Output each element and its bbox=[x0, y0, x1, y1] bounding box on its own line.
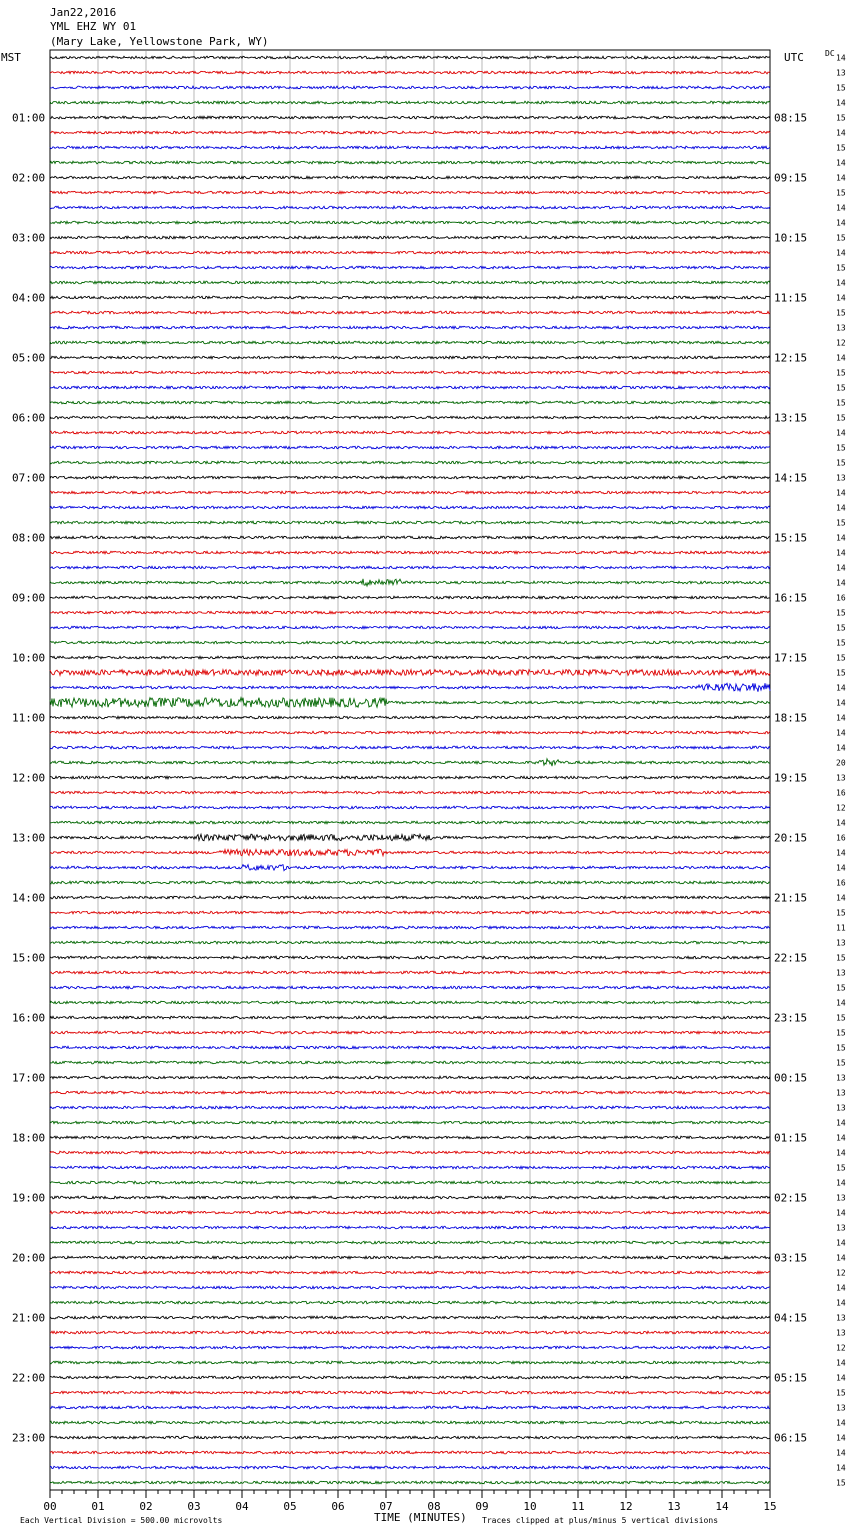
trace-row-65 bbox=[50, 1031, 770, 1034]
dc-offset-value: 15 bbox=[836, 1163, 846, 1173]
dc-offset-value: 14 bbox=[836, 278, 846, 288]
dc-offset-value: 15 bbox=[836, 443, 846, 453]
mst-hour-label: 03:00 bbox=[12, 231, 46, 245]
trace-row-56 bbox=[50, 896, 770, 899]
trace-row-78 bbox=[50, 1226, 770, 1229]
trace-row-37 bbox=[50, 611, 770, 614]
dc-offset-value: 14 bbox=[836, 248, 846, 258]
trace-row-12 bbox=[50, 236, 770, 239]
dc-offset-value: 14 bbox=[836, 1118, 846, 1128]
x-tick-label: 15 bbox=[763, 1500, 777, 1513]
trace-row-44 bbox=[50, 716, 770, 719]
dc-offset-value: 14 bbox=[836, 218, 846, 228]
trace-row-51 bbox=[50, 821, 770, 824]
dc-offset-value: 13 bbox=[836, 1103, 846, 1113]
trace-row-75 bbox=[50, 1181, 770, 1184]
trace-row-36 bbox=[50, 596, 770, 599]
dc-offset-value: 15 bbox=[836, 1058, 846, 1068]
trace-row-61 bbox=[50, 971, 770, 974]
dc-offset-value: 14 bbox=[836, 1178, 846, 1188]
utc-hour-label: 03:15 bbox=[774, 1251, 808, 1265]
dc-offset-value: 14 bbox=[836, 548, 846, 558]
dc-offset-value: 14 bbox=[836, 53, 846, 63]
trace-row-40 bbox=[50, 656, 770, 659]
utc-hour-label: 01:15 bbox=[774, 1131, 808, 1145]
trace-row-13 bbox=[50, 251, 770, 254]
trace-row-48 bbox=[50, 776, 770, 779]
mst-hour-label: 18:00 bbox=[12, 1131, 46, 1145]
trace-row-3 bbox=[50, 101, 770, 104]
trace-row-71 bbox=[50, 1121, 770, 1124]
dc-offset-value: 13 bbox=[836, 968, 846, 978]
trace-row-66 bbox=[50, 1046, 770, 1049]
mst-hour-label: 19:00 bbox=[12, 1191, 46, 1205]
dc-offset-value: 14 bbox=[836, 863, 846, 873]
dc-offset-value: 15 bbox=[836, 1013, 846, 1023]
dc-offset-value: 14 bbox=[836, 1253, 846, 1263]
trace-row-16 bbox=[50, 296, 770, 299]
trace-row-23 bbox=[50, 401, 770, 404]
trace-row-77 bbox=[50, 1211, 770, 1214]
x-tick-label: 00 bbox=[43, 1500, 57, 1513]
dc-offset-value: 13 bbox=[836, 773, 846, 783]
dc-offset-value: 15 bbox=[836, 608, 846, 618]
left-timezone-label: MST bbox=[1, 51, 21, 64]
x-tick-label: 08 bbox=[427, 1500, 441, 1513]
dc-offset-value: 15 bbox=[836, 188, 846, 198]
mst-hour-label: 11:00 bbox=[12, 711, 46, 725]
trace-row-54 bbox=[50, 865, 770, 871]
utc-hour-label: 23:15 bbox=[774, 1011, 808, 1025]
trace-row-64 bbox=[50, 1016, 770, 1019]
mst-hour-label: 04:00 bbox=[12, 291, 46, 305]
dc-offset-value: 15 bbox=[836, 653, 846, 663]
dc-offset-value: 13 bbox=[836, 473, 846, 483]
dc-offset-value: 15 bbox=[836, 1043, 846, 1053]
dc-offset-value: 14 bbox=[836, 578, 846, 588]
dc-offset-value: 15 bbox=[836, 113, 846, 123]
trace-row-73 bbox=[50, 1151, 770, 1154]
trace-row-27 bbox=[50, 461, 770, 464]
trace-row-1 bbox=[50, 71, 770, 74]
x-tick-label: 01 bbox=[91, 1500, 105, 1513]
trace-row-59 bbox=[50, 941, 770, 944]
utc-hour-label: 22:15 bbox=[774, 951, 808, 965]
mst-hour-label: 12:00 bbox=[12, 771, 46, 785]
utc-hour-label: 09:15 bbox=[774, 171, 808, 185]
trace-row-14 bbox=[50, 266, 770, 269]
utc-hour-label: 06:15 bbox=[774, 1431, 808, 1445]
seismic-traces bbox=[50, 56, 770, 1484]
dc-offset-value: 14 bbox=[836, 1208, 846, 1218]
trace-row-43 bbox=[50, 698, 770, 708]
trace-row-81 bbox=[50, 1271, 770, 1274]
trace-row-35 bbox=[50, 579, 770, 586]
dc-offset-value: 15 bbox=[836, 83, 846, 93]
trace-row-57 bbox=[50, 911, 770, 914]
mst-hour-label: 08:00 bbox=[12, 531, 46, 545]
dc-offset-value: 14 bbox=[836, 98, 846, 108]
trace-row-67 bbox=[50, 1061, 770, 1064]
chart-location: (Mary Lake, Yellowstone Park, WY) bbox=[50, 35, 269, 48]
trace-row-80 bbox=[50, 1256, 770, 1259]
trace-row-82 bbox=[50, 1286, 770, 1289]
dc-offset-value: 14 bbox=[836, 533, 846, 543]
x-tick-label: 04 bbox=[235, 1500, 249, 1513]
utc-hour-label: 08:15 bbox=[774, 111, 808, 125]
mst-hour-label: 09:00 bbox=[12, 591, 46, 605]
trace-row-72 bbox=[50, 1136, 770, 1139]
dc-offset-value: 15 bbox=[836, 908, 846, 918]
utc-hour-label: 00:15 bbox=[774, 1071, 808, 1085]
trace-row-17 bbox=[50, 311, 770, 314]
dc-offset-value: 13 bbox=[836, 1403, 846, 1413]
dc-offset-value: 14 bbox=[836, 743, 846, 753]
utc-hour-labels bbox=[774, 112, 807, 1445]
dc-offset-value: 16 bbox=[836, 593, 846, 603]
utc-hour-label: 17:15 bbox=[774, 651, 808, 665]
trace-row-62 bbox=[50, 986, 770, 989]
trace-row-49 bbox=[50, 791, 770, 794]
dc-offset-value: 14 bbox=[836, 1433, 846, 1443]
trace-row-15 bbox=[50, 281, 770, 284]
plot-frame bbox=[50, 50, 770, 1490]
trace-row-52 bbox=[50, 834, 770, 841]
dc-offset-value: 14 bbox=[836, 1238, 846, 1248]
dc-offset-value: 13 bbox=[836, 1193, 846, 1203]
utc-hour-label: 16:15 bbox=[774, 591, 808, 605]
trace-row-25 bbox=[50, 431, 770, 434]
mst-hour-label: 17:00 bbox=[12, 1071, 46, 1085]
chart-date: Jan22,2016 bbox=[50, 6, 117, 19]
mst-hour-label: 15:00 bbox=[12, 951, 46, 965]
right-timezone-label: UTC bbox=[784, 51, 804, 64]
dc-offset-value: 15 bbox=[836, 413, 846, 423]
mst-hour-label: 02:00 bbox=[12, 171, 46, 185]
trace-row-10 bbox=[50, 206, 770, 209]
dc-offset-value: 14 bbox=[836, 728, 846, 738]
trace-row-84 bbox=[50, 1316, 770, 1319]
mst-hour-label: 21:00 bbox=[12, 1311, 46, 1325]
x-tick-label: 12 bbox=[619, 1500, 633, 1513]
dc-offset-value: 15 bbox=[836, 1388, 846, 1398]
dc-offset-value: 14 bbox=[836, 713, 846, 723]
dc-offset-value: 13 bbox=[836, 1088, 846, 1098]
dc-offset-value: 14 bbox=[836, 893, 846, 903]
trace-row-20 bbox=[50, 356, 770, 359]
dc-offset-value: 13 bbox=[836, 1328, 846, 1338]
clip-note: Traces clipped at plus/minus 5 vertical divisions bbox=[482, 1516, 719, 1525]
trace-row-95 bbox=[50, 1481, 770, 1484]
x-tick-label: 11 bbox=[571, 1500, 585, 1513]
mst-hour-label: 07:00 bbox=[12, 471, 46, 485]
dc-offset-value: 15 bbox=[836, 458, 846, 468]
dc-offset-value: 14 bbox=[836, 1298, 846, 1308]
trace-row-74 bbox=[50, 1166, 770, 1169]
scale-note: Each Vertical Division = 500.00 microvolts bbox=[20, 1516, 223, 1525]
dc-offset-value: 14 bbox=[836, 173, 846, 183]
dc-offset-value: 14 bbox=[836, 698, 846, 708]
trace-row-93 bbox=[50, 1451, 770, 1454]
trace-row-28 bbox=[50, 476, 770, 479]
minute-gridlines bbox=[98, 50, 722, 1490]
trace-row-90 bbox=[50, 1406, 770, 1409]
dc-offset-value: 14 bbox=[836, 818, 846, 828]
utc-hour-label: 19:15 bbox=[774, 771, 808, 785]
trace-row-89 bbox=[50, 1391, 770, 1394]
dc-offset-value: 15 bbox=[836, 623, 846, 633]
dc-offset-value: 12 bbox=[836, 803, 846, 813]
dc-offset-value: 16 bbox=[836, 788, 846, 798]
trace-row-86 bbox=[50, 1346, 770, 1349]
trace-row-42 bbox=[50, 683, 770, 692]
trace-row-31 bbox=[50, 521, 770, 524]
trace-row-83 bbox=[50, 1301, 770, 1304]
dc-offset-value: 15 bbox=[836, 983, 846, 993]
trace-row-34 bbox=[50, 566, 770, 569]
utc-hour-label: 10:15 bbox=[774, 231, 808, 245]
mst-hour-label: 06:00 bbox=[12, 411, 46, 425]
x-axis bbox=[43, 1490, 776, 1513]
dc-offset-value: 12 bbox=[836, 338, 846, 348]
x-tick-label: 14 bbox=[715, 1500, 729, 1513]
dc-offset-value: 14 bbox=[836, 1418, 846, 1428]
mst-hour-label: 22:00 bbox=[12, 1371, 46, 1385]
dc-offset-value: 15 bbox=[836, 518, 846, 528]
dc-offset-value: 15 bbox=[836, 143, 846, 153]
trace-row-19 bbox=[50, 341, 770, 344]
trace-row-63 bbox=[50, 1001, 770, 1004]
dc-offset-value: 14 bbox=[836, 1283, 846, 1293]
dc-offset-value: 16 bbox=[836, 878, 846, 888]
utc-hour-label: 04:15 bbox=[774, 1311, 808, 1325]
trace-row-45 bbox=[50, 731, 770, 734]
dc-label: DC bbox=[825, 49, 835, 58]
mst-hour-label: 23:00 bbox=[12, 1431, 46, 1445]
dc-offset-value: 14 bbox=[836, 563, 846, 573]
dc-offset-value: 15 bbox=[836, 308, 846, 318]
trace-row-22 bbox=[50, 386, 770, 389]
trace-row-88 bbox=[50, 1376, 770, 1379]
trace-row-92 bbox=[50, 1436, 770, 1439]
utc-hour-label: 15:15 bbox=[774, 531, 808, 545]
dc-offset-value: 13 bbox=[836, 323, 846, 333]
utc-hour-label: 05:15 bbox=[774, 1371, 808, 1385]
dc-offset-value: 15 bbox=[836, 953, 846, 963]
trace-row-46 bbox=[50, 746, 770, 749]
dc-offset-value: 13 bbox=[836, 1313, 846, 1323]
trace-row-30 bbox=[50, 506, 770, 509]
dc-offset-value: 15 bbox=[836, 638, 846, 648]
dc-offset-value: 14 bbox=[836, 1448, 846, 1458]
dc-offset-value: 14 bbox=[836, 503, 846, 513]
dc-offset-value: 14 bbox=[836, 998, 846, 1008]
trace-row-41 bbox=[50, 670, 770, 676]
trace-row-29 bbox=[50, 491, 770, 494]
trace-row-91 bbox=[50, 1421, 770, 1424]
trace-row-32 bbox=[50, 536, 770, 539]
dc-offset-value: 20 bbox=[836, 758, 846, 768]
utc-hour-label: 18:15 bbox=[774, 711, 808, 725]
chart-station: YML EHZ WY 01 bbox=[50, 20, 137, 33]
trace-row-6 bbox=[50, 146, 770, 149]
trace-row-50 bbox=[50, 806, 770, 809]
dc-offset-value: 14 bbox=[836, 488, 846, 498]
trace-row-85 bbox=[50, 1331, 770, 1334]
trace-row-68 bbox=[50, 1076, 770, 1079]
dc-offset-value: 15 bbox=[836, 383, 846, 393]
dc-offset-value: 14 bbox=[836, 1358, 846, 1368]
utc-hour-label: 14:15 bbox=[774, 471, 808, 485]
dc-offset-value: 15 bbox=[836, 263, 846, 273]
utc-hour-label: 12:15 bbox=[774, 351, 808, 365]
trace-row-8 bbox=[50, 176, 770, 179]
utc-hour-label: 02:15 bbox=[774, 1191, 808, 1205]
trace-row-79 bbox=[50, 1241, 770, 1244]
trace-row-2 bbox=[50, 86, 770, 89]
x-tick-label: 13 bbox=[667, 1500, 681, 1513]
dc-offset-value: 13 bbox=[836, 68, 846, 78]
dc-offset-value: 15 bbox=[836, 1478, 846, 1488]
dc-offset-value: 15 bbox=[836, 1028, 846, 1038]
trace-row-24 bbox=[50, 416, 770, 419]
x-axis-label: TIME (MINUTES) bbox=[374, 1511, 467, 1524]
trace-row-60 bbox=[50, 956, 770, 959]
dc-offset-value: 14 bbox=[836, 1373, 846, 1383]
dc-offset-labels bbox=[836, 54, 846, 1488]
dc-offset-value: 14 bbox=[836, 683, 846, 693]
mst-hour-label: 16:00 bbox=[12, 1011, 46, 1025]
trace-row-53 bbox=[50, 849, 770, 855]
trace-row-70 bbox=[50, 1106, 770, 1109]
dc-offset-value: 14 bbox=[836, 158, 846, 168]
dc-offset-value: 12 bbox=[836, 1268, 846, 1278]
dc-offset-value: 16 bbox=[836, 833, 846, 843]
dc-offset-value: 15 bbox=[836, 233, 846, 243]
utc-hour-label: 13:15 bbox=[774, 411, 808, 425]
trace-row-38 bbox=[50, 626, 770, 629]
mst-hour-label: 20:00 bbox=[12, 1251, 46, 1265]
dc-offset-value: 14 bbox=[836, 293, 846, 303]
dc-offset-value: 14 bbox=[836, 1463, 846, 1473]
x-tick-label: 05 bbox=[283, 1500, 297, 1513]
x-tick-label: 03 bbox=[187, 1500, 201, 1513]
trace-row-26 bbox=[50, 446, 770, 449]
trace-row-0 bbox=[50, 56, 770, 59]
dc-offset-value: 14 bbox=[836, 848, 846, 858]
trace-row-69 bbox=[50, 1091, 770, 1094]
dc-offset-value: 15 bbox=[836, 368, 846, 378]
x-tick-label: 06 bbox=[331, 1500, 345, 1513]
dc-offset-value: 14 bbox=[836, 428, 846, 438]
trace-row-21 bbox=[50, 371, 770, 374]
mst-hour-label: 10:00 bbox=[12, 651, 46, 665]
trace-row-39 bbox=[50, 641, 770, 644]
mst-hour-label: 13:00 bbox=[12, 831, 46, 845]
dc-offset-value: 14 bbox=[836, 1133, 846, 1143]
trace-row-55 bbox=[50, 881, 770, 884]
dc-offset-value: 11 bbox=[836, 923, 846, 933]
trace-row-9 bbox=[50, 191, 770, 194]
utc-hour-label: 21:15 bbox=[774, 891, 808, 905]
dc-offset-value: 15 bbox=[836, 668, 846, 678]
utc-hour-label: 20:15 bbox=[774, 831, 808, 845]
trace-row-4 bbox=[50, 116, 770, 119]
x-tick-label: 07 bbox=[379, 1500, 393, 1513]
mst-hour-label: 01:00 bbox=[12, 111, 46, 125]
dc-offset-value: 14 bbox=[836, 1148, 846, 1158]
mst-hour-label: 14:00 bbox=[12, 891, 46, 905]
x-tick-label: 10 bbox=[523, 1500, 537, 1513]
trace-row-33 bbox=[50, 551, 770, 554]
dc-offset-value: 15 bbox=[836, 398, 846, 408]
trace-row-11 bbox=[50, 221, 770, 224]
dc-offset-value: 14 bbox=[836, 353, 846, 363]
utc-hour-label: 11:15 bbox=[774, 291, 808, 305]
dc-offset-value: 13 bbox=[836, 938, 846, 948]
dc-offset-value: 13 bbox=[836, 1073, 846, 1083]
dc-offset-value: 13 bbox=[836, 1223, 846, 1233]
trace-row-87 bbox=[50, 1361, 770, 1364]
trace-row-58 bbox=[50, 926, 770, 929]
dc-offset-value: 14 bbox=[836, 203, 846, 213]
mst-hour-label: 05:00 bbox=[12, 351, 46, 365]
trace-row-7 bbox=[50, 161, 770, 164]
x-tick-label: 09 bbox=[475, 1500, 489, 1513]
mst-hour-labels bbox=[12, 112, 45, 1445]
trace-row-47 bbox=[50, 759, 770, 766]
dc-offset-value: 14 bbox=[836, 128, 846, 138]
trace-row-5 bbox=[50, 131, 770, 134]
dc-offset-value: 12 bbox=[836, 1343, 846, 1353]
trace-row-18 bbox=[50, 326, 770, 329]
trace-row-94 bbox=[50, 1466, 770, 1469]
x-tick-label: 02 bbox=[139, 1500, 153, 1513]
trace-row-76 bbox=[50, 1196, 770, 1199]
